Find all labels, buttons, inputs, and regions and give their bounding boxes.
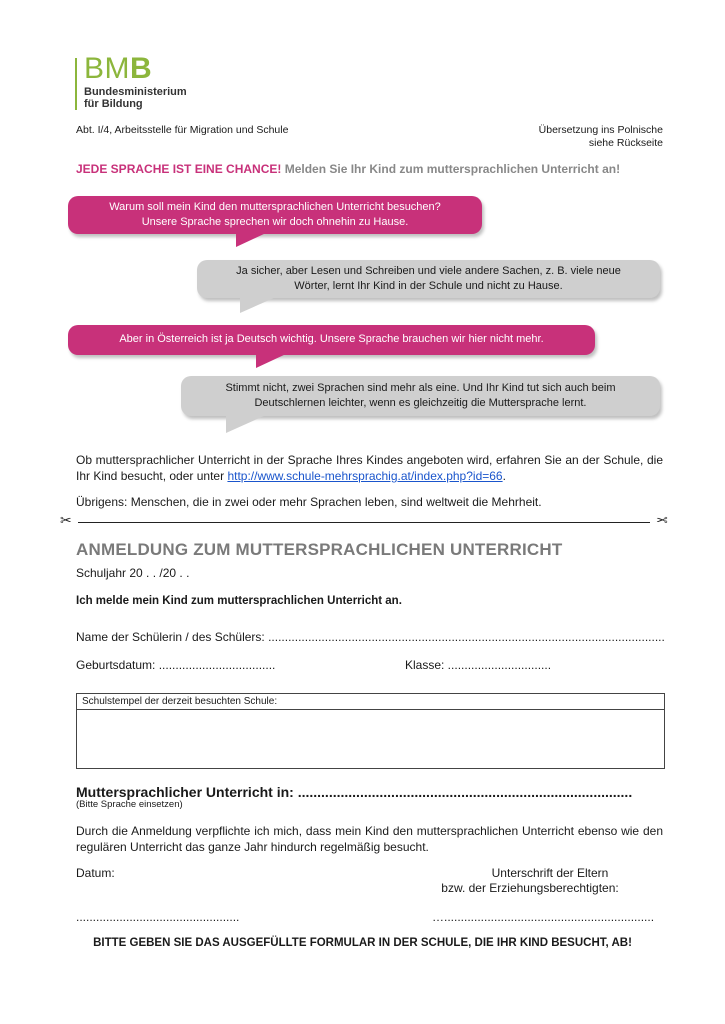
speech-bubble-answer-1: Ja sicher, aber Lesen und Schreiben und viele andere Sachen, z. B. viele neue Wörter, lernt Ihr Kind in der Schule und nicht zu Hause. — [197, 260, 660, 298]
logo-ministry-name: Bundesministerium für Bildung — [84, 86, 187, 110]
speech-bubble-tail — [240, 297, 276, 313]
date-line[interactable]: ................................................. — [76, 910, 240, 924]
signature-label: Unterschrift der Eltern bzw. der Erziehungsberechtigten: — [441, 866, 619, 895]
info-paragraph: Ob muttersprachlicher Unterricht in der Sprache Ihres Kindes angeboten wird, erfahren Sie an der Schule, die Ihr Kind besucht, oder unter http://www.schule-mehrsprachig.at/index.php?id=66. — [76, 453, 663, 483]
signature-line[interactable]: …............................................................... — [432, 910, 655, 924]
school-stamp-box[interactable] — [76, 693, 665, 769]
language-field[interactable]: Muttersprachlicher Unterricht in: ...................................................................................... — [76, 784, 633, 800]
majority-note: Übrigens: Menschen, die in zwei oder mehr Sprachen leben, sind weltweit die Mehrheit. — [76, 495, 542, 509]
headline: JEDE SPRACHE IST EINE CHANCE! Melden Sie Ihr Kind zum muttersprachlichen Unterricht an! — [76, 162, 621, 176]
cut-line — [60, 512, 668, 526]
translation-note: Übersetzung ins Polnische siehe Rückseite — [538, 124, 663, 149]
registration-declaration: Ich melde mein Kind zum muttersprachlichen Unterricht an. — [76, 595, 402, 607]
form-title: ANMELDUNG ZUM MUTTERSPRACHLICHEN UNTERRICHT — [76, 540, 563, 559]
language-hint: (Bitte Sprache einsetzen) — [76, 799, 183, 810]
student-name-field[interactable]: Name der Schülerin / des Schülers: ....................................................................................................................... — [76, 630, 665, 644]
school-year: Schuljahr 20 . . /20 . . — [76, 566, 190, 580]
speech-bubble-question-1: Warum soll mein Kind den muttersprachlichen Unterricht besuchen? Unsere Sprache sprechen wir doch ohnehin zu Hause. — [68, 196, 482, 234]
class-field[interactable]: Klasse: ............................... — [405, 658, 552, 672]
speech-bubble-answer-2: Stimmt nicht, zwei Sprachen sind mehr als eine. Und Ihr Kind tut sich auch beim Deutschlernen leichter, wenn es gleichzeitig die Muttersprache lernt. — [181, 376, 660, 416]
footer-instruction: BITTE GEBEN SIE DAS AUSGEFÜLLTE FORMULAR IN DER SCHULE, DIE IHR KIND BESUCHT, AB! — [93, 937, 632, 949]
scissors-icon: ✂ — [656, 512, 668, 528]
commitment-text: Durch die Anmeldung verpflichte ich mich, dass mein Kind den muttersprachlichen Unterricht ebenso wie den regulären Unterricht das ganze Jahr hindurch regelmäßig besucht. — [76, 824, 663, 854]
info-link[interactable]: http://www.schule-mehrsprachig.at/index.php?id=66 — [227, 469, 503, 483]
logo-letters: BMB — [84, 52, 153, 85]
date-label: Datum: — [76, 866, 115, 880]
speech-bubble-tail — [256, 354, 286, 368]
birth-date-field[interactable]: Geburtsdatum: ................................... — [76, 658, 276, 672]
school-stamp-label: Schulstempel der derzeit besuchten Schule: — [77, 694, 664, 710]
speech-bubble-question-2: Aber in Österreich ist ja Deutsch wichtig. Unsere Sprache brauchen wir hier nicht mehr. — [68, 325, 595, 355]
logo-bar — [75, 58, 77, 110]
department-line: Abt. I/4, Arbeitsstelle für Migration und Schule — [76, 124, 289, 136]
speech-bubble-tail — [236, 233, 266, 247]
speech-bubble-tail — [226, 415, 266, 433]
scissors-icon: ✂ — [60, 512, 72, 528]
